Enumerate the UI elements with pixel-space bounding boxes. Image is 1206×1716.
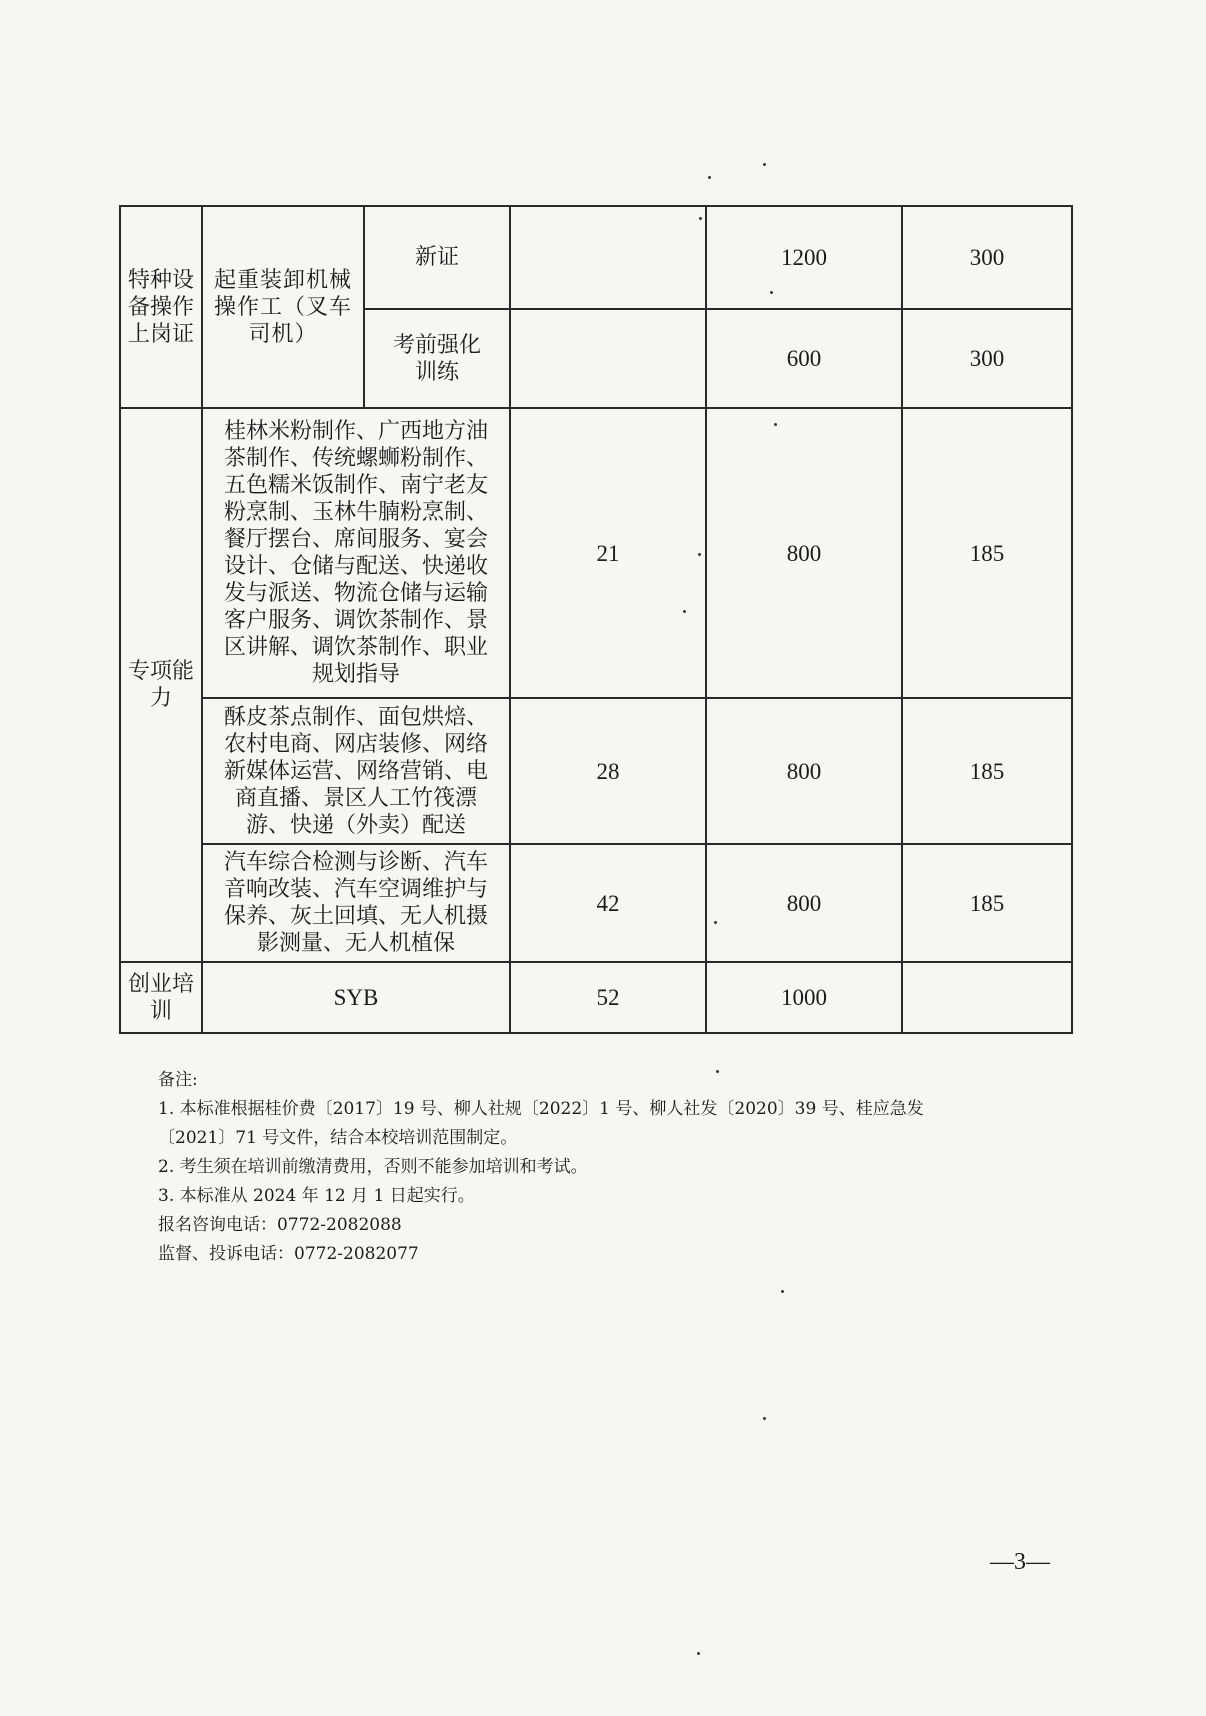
type-new-certificate: 新证 [364, 206, 510, 309]
subsidy-cell: 185 [902, 408, 1072, 698]
project-forklift-driver: 起重装卸机械操作工（叉车司机） [202, 206, 364, 408]
hours-cell: 42 [510, 844, 706, 962]
type-pre-exam-training: 考前强化训练 [364, 309, 510, 408]
project-line: 商直播、景区人工竹筏漂 [234, 785, 477, 811]
project-line: 影测量、无人机植保 [256, 931, 455, 956]
hours-cell: 21 [510, 408, 706, 698]
scan-speck [774, 423, 777, 426]
fee-cell: 1200 [706, 206, 902, 309]
table-row [120, 408, 1072, 698]
hours-cell [510, 206, 706, 309]
project-line: 音响改装、汽车空调维护与 [223, 877, 488, 902]
table-row [120, 962, 1072, 1033]
fee-cell: 1000 [706, 962, 902, 1033]
scan-speck [708, 176, 711, 179]
project-line: 区讲解、调饮茶制作、职业 [223, 635, 488, 660]
project-line: 汽车综合检测与诊断、汽车 [223, 850, 488, 875]
scan-speck [716, 1070, 719, 1073]
notes-heading: 备注: [158, 1070, 198, 1090]
project-line: 五色糯米饭制作、南宁老友 [223, 473, 488, 498]
project-line: 餐厅摆台、席间服务、宴会 [223, 527, 488, 552]
subsidy-cell: 300 [902, 309, 1072, 408]
notes-section [158, 1066, 1088, 1269]
scan-speck [683, 610, 686, 613]
hours-cell: 52 [510, 962, 706, 1033]
project-line: 客户服务、调饮茶制作、景 [223, 608, 488, 633]
signup-phone: 报名咨询电话：0772-2082088 [158, 1215, 402, 1235]
subsidy-cell: 300 [902, 206, 1072, 309]
project-line: 规划指导 [311, 662, 400, 687]
subsidy-cell: 185 [902, 844, 1072, 962]
fee-cell: 800 [706, 698, 902, 844]
page-number: —3— [990, 1549, 1050, 1575]
fee-standard-table [119, 205, 1073, 1034]
table-row [120, 206, 1072, 309]
project-line: 游、快递（外卖）配送 [245, 812, 466, 838]
project-line: 酥皮茶点制作、面包烘焙、 [223, 704, 488, 730]
category-specialty-skills: 专项能力 [120, 408, 202, 962]
note-line: 1. 本标准根据桂价费〔2017〕19 号、柳人社规〔2022〕1 号、柳人社发〔2020〕39 号、桂应急发 [158, 1099, 924, 1119]
scan-speck [770, 291, 773, 294]
project-line: 保养、灰土回填、无人机摄 [223, 904, 488, 929]
table-row [120, 844, 1072, 962]
scan-speck [697, 1652, 700, 1655]
note-line: 〔2021〕71 号文件，结合本校培训范围制定。 [158, 1128, 518, 1148]
project-line: 桂林米粉制作、广西地方油 [223, 419, 488, 444]
fee-cell: 800 [706, 844, 902, 962]
scan-speck [714, 921, 717, 924]
category-startup-training: 创业培训 [120, 962, 202, 1033]
project-list-cell [202, 408, 510, 698]
hours-cell: 28 [510, 698, 706, 844]
scan-speck [763, 1417, 766, 1420]
project-line: 农村电商、网店装修、网络 [223, 731, 488, 757]
scan-speck [781, 1290, 784, 1293]
scan-speck [763, 163, 766, 166]
project-list-cell [202, 844, 510, 962]
note-line: 3. 本标准从 2024 年 12 月 1 日起实行。 [158, 1186, 475, 1206]
project-line: 粉烹制、玉林牛腩粉烹制、 [223, 500, 488, 525]
project-syb: SYB [202, 962, 510, 1033]
subsidy-cell: 185 [902, 698, 1072, 844]
fee-cell: 800 [706, 408, 902, 698]
subsidy-cell [902, 962, 1072, 1033]
project-line: 发与派送、物流仓储与运输 [223, 581, 488, 606]
project-line: 设计、仓储与配送、快递收 [223, 554, 488, 579]
fee-cell: 600 [706, 309, 902, 408]
scan-speck [698, 553, 701, 556]
table-row [120, 698, 1072, 844]
hours-cell [510, 309, 706, 408]
scan-speck [699, 217, 702, 220]
note-line: 2. 考生须在培训前缴清费用，否则不能参加培训和考试。 [158, 1157, 588, 1177]
project-line: 新媒体运营、网络营销、电 [223, 758, 488, 784]
complaint-phone: 监督、投诉电话：0772-2082077 [158, 1244, 419, 1264]
project-list-cell [202, 698, 510, 844]
category-special-equipment: 特种设备操作上岗证 [120, 206, 202, 408]
project-line: 茶制作、传统螺蛳粉制作、 [223, 446, 488, 471]
